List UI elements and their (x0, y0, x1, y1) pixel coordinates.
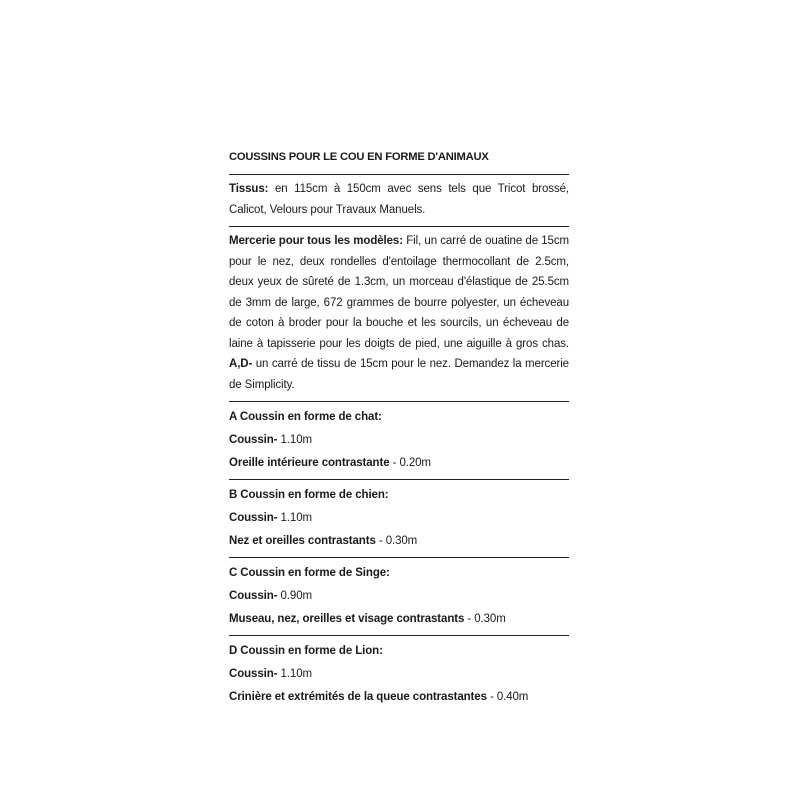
view-c-section (229, 558, 569, 635)
item-value: 1.10m (280, 668, 312, 680)
view-a-section (229, 402, 569, 479)
item-label: Museau, nez, oreilles et visage contrastants (229, 613, 465, 625)
view-c-item (229, 585, 569, 608)
view-a-item (229, 452, 569, 475)
fabrics-paragraph (229, 179, 569, 220)
item-value: - 0.40m (490, 691, 529, 703)
divider (229, 174, 569, 175)
item-value: 0.90m (280, 590, 312, 602)
view-b-item (229, 530, 569, 553)
item-label: Coussin- (229, 668, 278, 680)
notions-label: Mercerie pour tous les modèles: (229, 235, 403, 247)
view-b-section (229, 480, 569, 557)
view-b-item (229, 507, 569, 530)
view-d-heading: D Coussin en forme de Lion: (229, 645, 383, 657)
notions-text: Fil, un carré de ouatine de 15cm pour le nez, deux rondelles d'entoilage thermocollant de 2.5cm, deux yeux de sûreté de 1.3cm, un morceau d'élastique de 25.5cm de 3mm de large, 672 grammes de bourre polyester, un écheveau de coton à broder pour la bouche et les sourcils, un écheveau de laine à tapisserie pour les doigts de pied, une aiguille à gros chas. (229, 235, 569, 350)
item-value: - 0.30m (467, 613, 506, 625)
item-value: 1.10m (280, 512, 312, 524)
item-label: Coussin- (229, 434, 278, 446)
view-d-section (229, 636, 569, 713)
notions-ad-label: A,D- (229, 358, 253, 370)
item-value: 1.10m (280, 434, 312, 446)
pattern-requirements (229, 150, 569, 713)
notions-paragraph (229, 231, 569, 395)
item-label: Coussin- (229, 590, 278, 602)
item-value: - 0.20m (392, 457, 431, 469)
view-b-heading: B Coussin en forme de chien: (229, 489, 389, 501)
divider (229, 226, 569, 227)
item-label: Oreille intérieure contrastante (229, 457, 390, 469)
document-title: COUSSINS POUR LE COU EN FORME D'ANIMAUX (229, 151, 489, 163)
view-c-heading: C Coussin en forme de Singe: (229, 567, 390, 579)
view-d-item (229, 686, 569, 709)
item-label: Nez et oreilles contrastants (229, 535, 376, 547)
notions-ad-text: un carré de tissu de 15cm pour le nez. (255, 358, 451, 370)
fabrics-text: en 115cm à 150cm avec sens tels que Tricot brossé, Calicot, Velours pour Travaux Manuels. (229, 183, 569, 216)
view-c-item (229, 608, 569, 631)
fabrics-label: Tissus: (229, 183, 269, 195)
view-a-item (229, 429, 569, 452)
item-value: - 0.30m (378, 535, 418, 547)
notions-closing: Demandez la mercerie de Simplicity. (229, 358, 569, 391)
item-label: Coussin- (229, 512, 278, 524)
view-d-item (229, 663, 569, 686)
view-a-heading: A Coussin en forme de chat: (229, 411, 382, 423)
item-label: Crinière et extrémités de la queue contrastantes (229, 691, 487, 703)
